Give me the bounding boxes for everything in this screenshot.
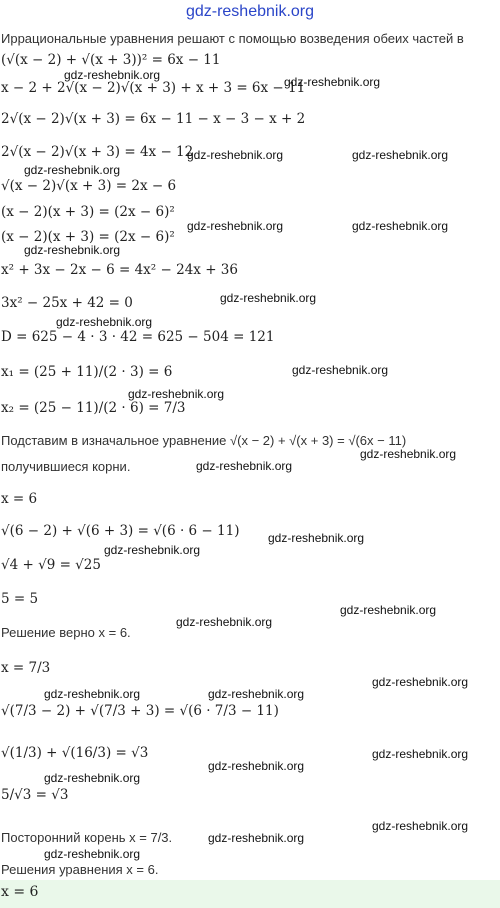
watermark: gdz-reshebnik.org [196,459,293,473]
watermark: gdz-reshebnik.org [44,847,141,861]
check1-line1: √(6 − 2) + √(6 + 3) = √(6 · 6 − 11) [1,523,240,539]
check2-x: x = 7/3 [1,660,51,676]
check2-line2: √(1/3) + √(16/3) = √3 [1,745,149,761]
root-x2: x₂ = (25 − 11)/(2 · 6) = 7/3 [1,400,186,416]
watermark: gdz-reshebnik.org [352,148,449,162]
watermark: gdz-reshebnik.org [372,747,469,761]
watermark: gdz-reshebnik.org [44,771,141,785]
check1-x: x = 6 [1,491,38,507]
watermark: gdz-reshebnik.org [292,363,389,377]
check1-result: Решение верно x = 6. [1,625,131,640]
watermark: gdz-reshebnik.org [208,759,305,773]
site-watermark-top[interactable]: gdz-reshebnik.org [185,3,315,20]
watermark: gdz-reshebnik.org [208,831,305,845]
watermark: gdz-reshebnik.org [284,75,381,89]
root-x1: x₁ = (25 + 11)/(2 · 3) = 6 [1,364,173,380]
check1-line3: 5 = 5 [1,591,39,607]
equation-step-1: (√(x − 2) + √(x + 3))² = 6x − 11 [1,52,221,68]
intro-text: Иррациональные уравнения решают с помощью возведения обеих частей в [1,31,464,46]
check2-line3: 5/√3 = √3 [1,787,69,803]
watermark: gdz-reshebnik.org [128,387,225,401]
substitute-text-2: получившиеся корни. [1,459,131,474]
solutions-label: Решения уравнения x = 6. [1,862,159,877]
watermark: gdz-reshebnik.org [64,68,161,82]
check1-line2: √4 + √9 = √25 [1,557,101,573]
equation-step-4: 2√(x − 2)√(x + 3) = 4x − 12 [1,144,194,160]
answer-box [0,880,500,908]
equation-step-8: x² + 3x − 2x − 6 = 4x² − 24x + 36 [1,262,238,278]
watermark: gdz-reshebnik.org [24,243,121,257]
watermark: gdz-reshebnik.org [352,219,449,233]
watermark: gdz-reshebnik.org [187,148,284,162]
equation-step-5: √(x − 2)√(x + 3) = 2x − 6 [1,178,177,194]
substitute-text: Подставим в изначальное уравнение √(x − 2) + √(x + 3) = √(6x − 11) [1,433,407,448]
equation-step-7: (x − 2)(x + 3) = (2x − 6)² [1,229,175,245]
answer-text: x = 6 [1,884,39,900]
watermark: gdz-reshebnik.org [187,219,284,233]
check2-line1: √(7/3 − 2) + √(7/3 + 3) = √(6 · 7/3 − 11) [1,703,279,719]
equation-step-6: (x − 2)(x + 3) = (2x − 6)² [1,204,175,220]
watermark: gdz-reshebnik.org [268,531,365,545]
equation-step-9: 3x² − 25x + 42 = 0 [1,295,133,311]
watermark: gdz-reshebnik.org [372,819,469,833]
extraneous-root: Посторонний корень x = 7/3. [1,830,173,845]
watermark: gdz-reshebnik.org [340,603,437,617]
watermark: gdz-reshebnik.org [220,291,317,305]
equation-step-3: 2√(x − 2)√(x + 3) = 6x − 11 − x − 3 − x + 2 [1,111,306,127]
watermark: gdz-reshebnik.org [208,687,305,701]
watermark: gdz-reshebnik.org [24,163,121,177]
watermark: gdz-reshebnik.org [104,543,201,557]
equation-step-2: x − 2 + 2√(x − 2)√(x + 3) + x + 3 = 6x − 11 [1,80,306,96]
watermark: gdz-reshebnik.org [372,675,469,689]
watermark: gdz-reshebnik.org [360,447,457,461]
watermark: gdz-reshebnik.org [176,615,273,629]
watermark: gdz-reshebnik.org [44,687,141,701]
watermark: gdz-reshebnik.org [56,315,153,329]
discriminant: D = 625 − 4 · 3 · 42 = 625 − 504 = 121 [1,329,275,345]
